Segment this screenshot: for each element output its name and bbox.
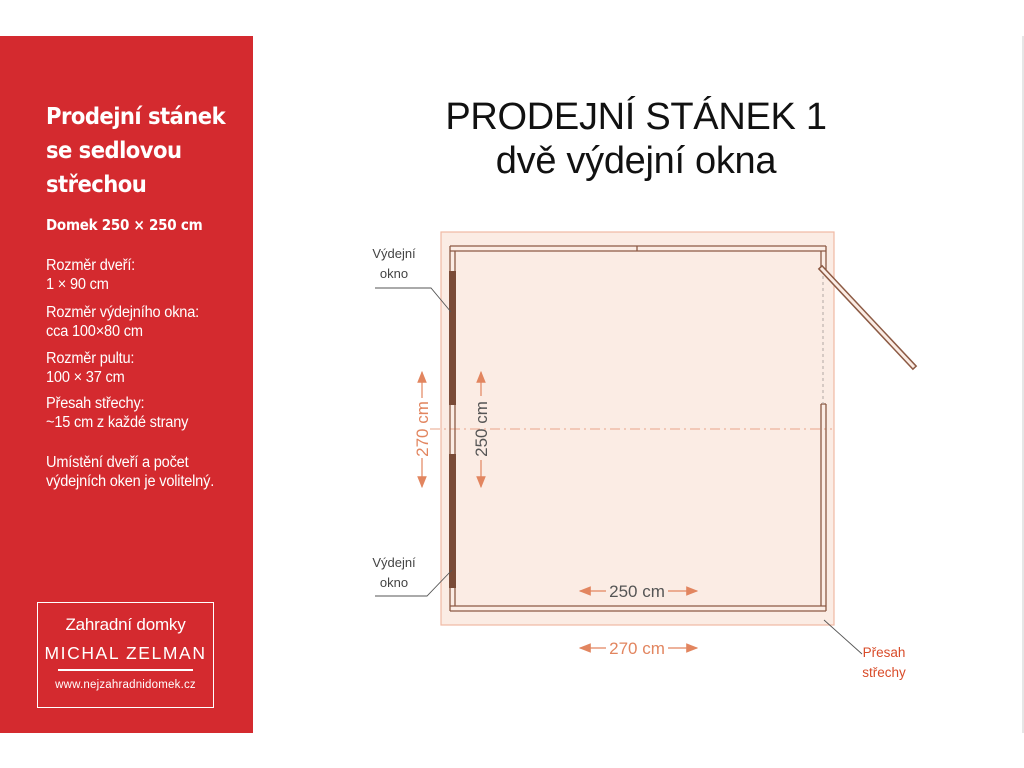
spec-counter-size: Rozměr pultu: 100 × 37 cm [46,350,135,386]
serving-window-bottom [449,454,456,588]
page-subtitle: dvě výdejní okna [495,140,777,182]
brand-url[interactable]: www.nejzahradnidomek.cz [55,679,196,691]
page-title: PRODEJNÍ STÁNEK 1 [445,96,827,138]
window-label-top-l1: Výdejní [372,246,416,261]
window-label-top-l2: okno [379,266,409,281]
dimension-outer-vertical: 270 cm [413,401,432,457]
brand-name: MICHAL ZELMAN [44,643,207,663]
house-size: Domek 250 × 250 cm [46,216,203,234]
dimension-inner-horizontal: 250 cm [609,582,665,601]
dimension-outer-horizontal: 270 cm [609,639,665,658]
spec-roof-overhang: Přesah střechy: ~15 cm z každé strany [46,395,189,431]
door-leaf [822,269,913,366]
sidebar-title: Prodejní stánek se sedlovou střechou [46,104,226,198]
spec-door-size: Rozměr dveří: 1 × 90 cm [46,257,136,293]
brand-tagline: Zahradní domky [65,615,186,634]
serving-window-top [449,271,456,405]
dimension-inner-vertical: 250 cm [472,401,491,457]
spec-window-size: Rozměr výdejního okna: cca 100×80 cm [46,304,199,340]
window-label-bottom-l2: okno [379,575,409,590]
spec-note: Umístění dveří a počet výdejních oken je volitelný. [46,454,215,490]
window-label-bottom-l1: Výdejní [372,555,416,570]
roof-overhang-label-l1: Přesah [862,645,906,660]
roof-overhang-label-l2: střechy [862,665,906,680]
